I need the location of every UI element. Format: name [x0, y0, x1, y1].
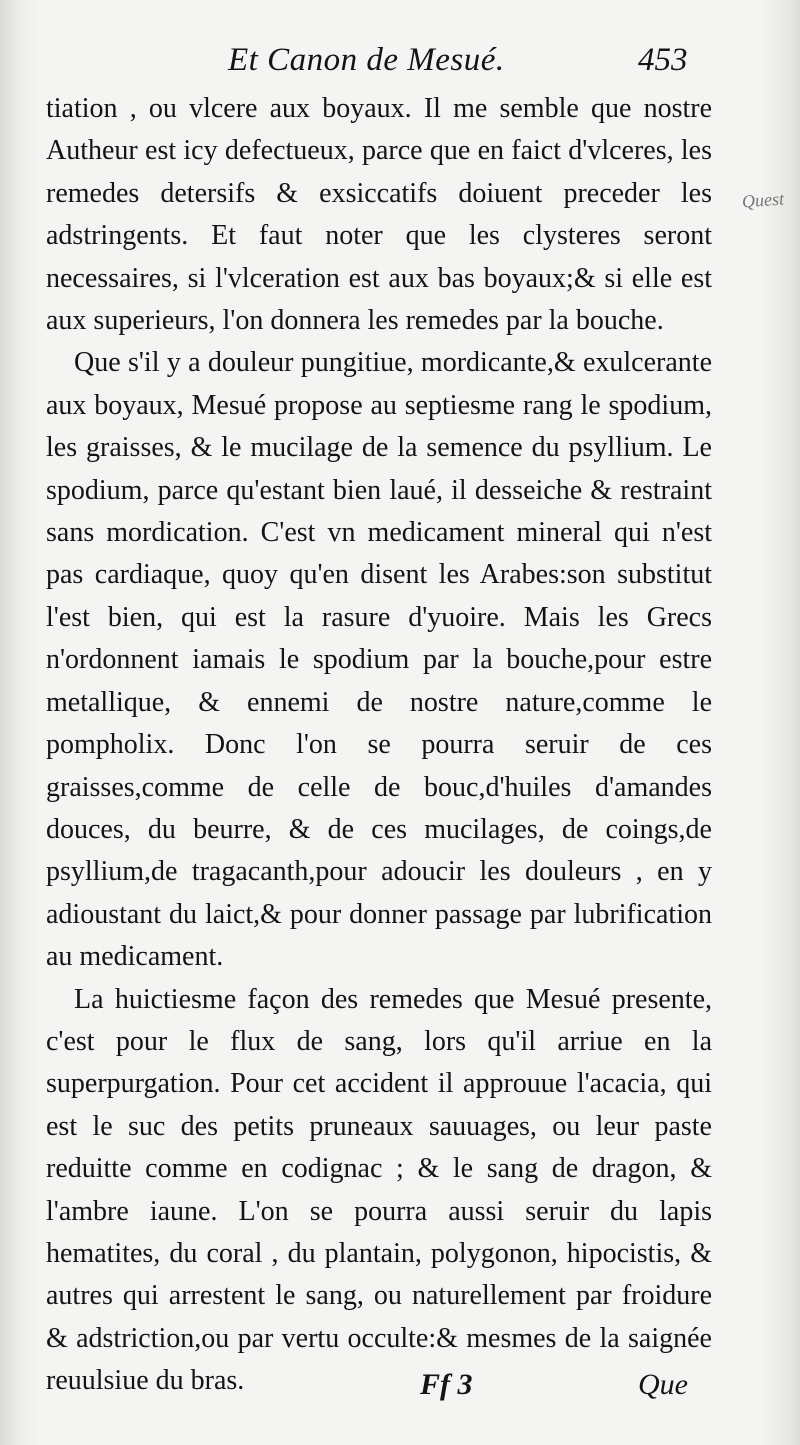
- paragraph-3: La huictiesme façon des remedes que Mesué presente, c'est pour le flux de sang, lors qu'il arriue en la superpurgation. Pour cet accident il approuue l'acacia, qui est le suc des petits pruneaux sauuages, ou leur paste reduitte comme en codignac ; & le sang de dragon, & l'ambre iaune. L'on se pourra aussi seruir du lapis hematites, du coral , du plantain, polygonon, hipocistis, & autres qui arrestent le sang, ou naturellement par froidure & adstriction,ou par vertu occulte:& mesmes de la saignée reuulsiue du bras.: [46, 983, 712, 1397]
- running-title: Et Canon de Mesué.: [228, 42, 505, 78]
- margin-note: Quest: [741, 188, 785, 212]
- catchword: Que: [638, 1368, 688, 1401]
- paragraph-1: tiation , ou vlcere aux boyaux. Il me semble que nostre Autheur est icy defectueux, parce que en faict d'vlceres, les remedes detersifs & exsiccatifs doiuent preceder les adstringents. Et faut noter que les clysteres seront necessaires, si l'vlceration est aux bas boyaux;& si elle est aux superieurs, l'on donnera les remedes par la bouche.: [46, 93, 712, 337]
- body-text: [46, 88, 712, 1403]
- page-footer: [0, 1368, 800, 1418]
- page-header: [0, 40, 800, 92]
- paragraph-2: Que s'il y a douleur pungitiue, mordicante,& exulcerante aux boyaux, Mesué propose au septiesme rang le spodium, les graisses, & le mucilage de la semence du psyllium. Le spodium, parce qu'estant bien laué, il desseiche & restraint sans mordication. C'est vn medicament mineral qui n'est pas cardiaque, quoy qu'en disent les Arabes:son substitut l'est bien, qui est la rasure d'yuoire. Mais les Grecs n'ordonnent iamais le spodium par la bouche,pour estre metallique, & ennemi de nostre nature,comme le pompholix. Donc l'on se pourra seruir de ces graisses,comme de celle de bouc,d'huiles d'amandes douces, du beurre, & de ces mucilages, de coings,de psyllium,de tragacanth,pour adoucir les douleurs , en y adioustant du laict,& pour donner passage par lubrification au medicament.: [46, 347, 712, 973]
- signature-mark: Ff 3: [420, 1368, 473, 1401]
- page-number: 453: [638, 42, 688, 78]
